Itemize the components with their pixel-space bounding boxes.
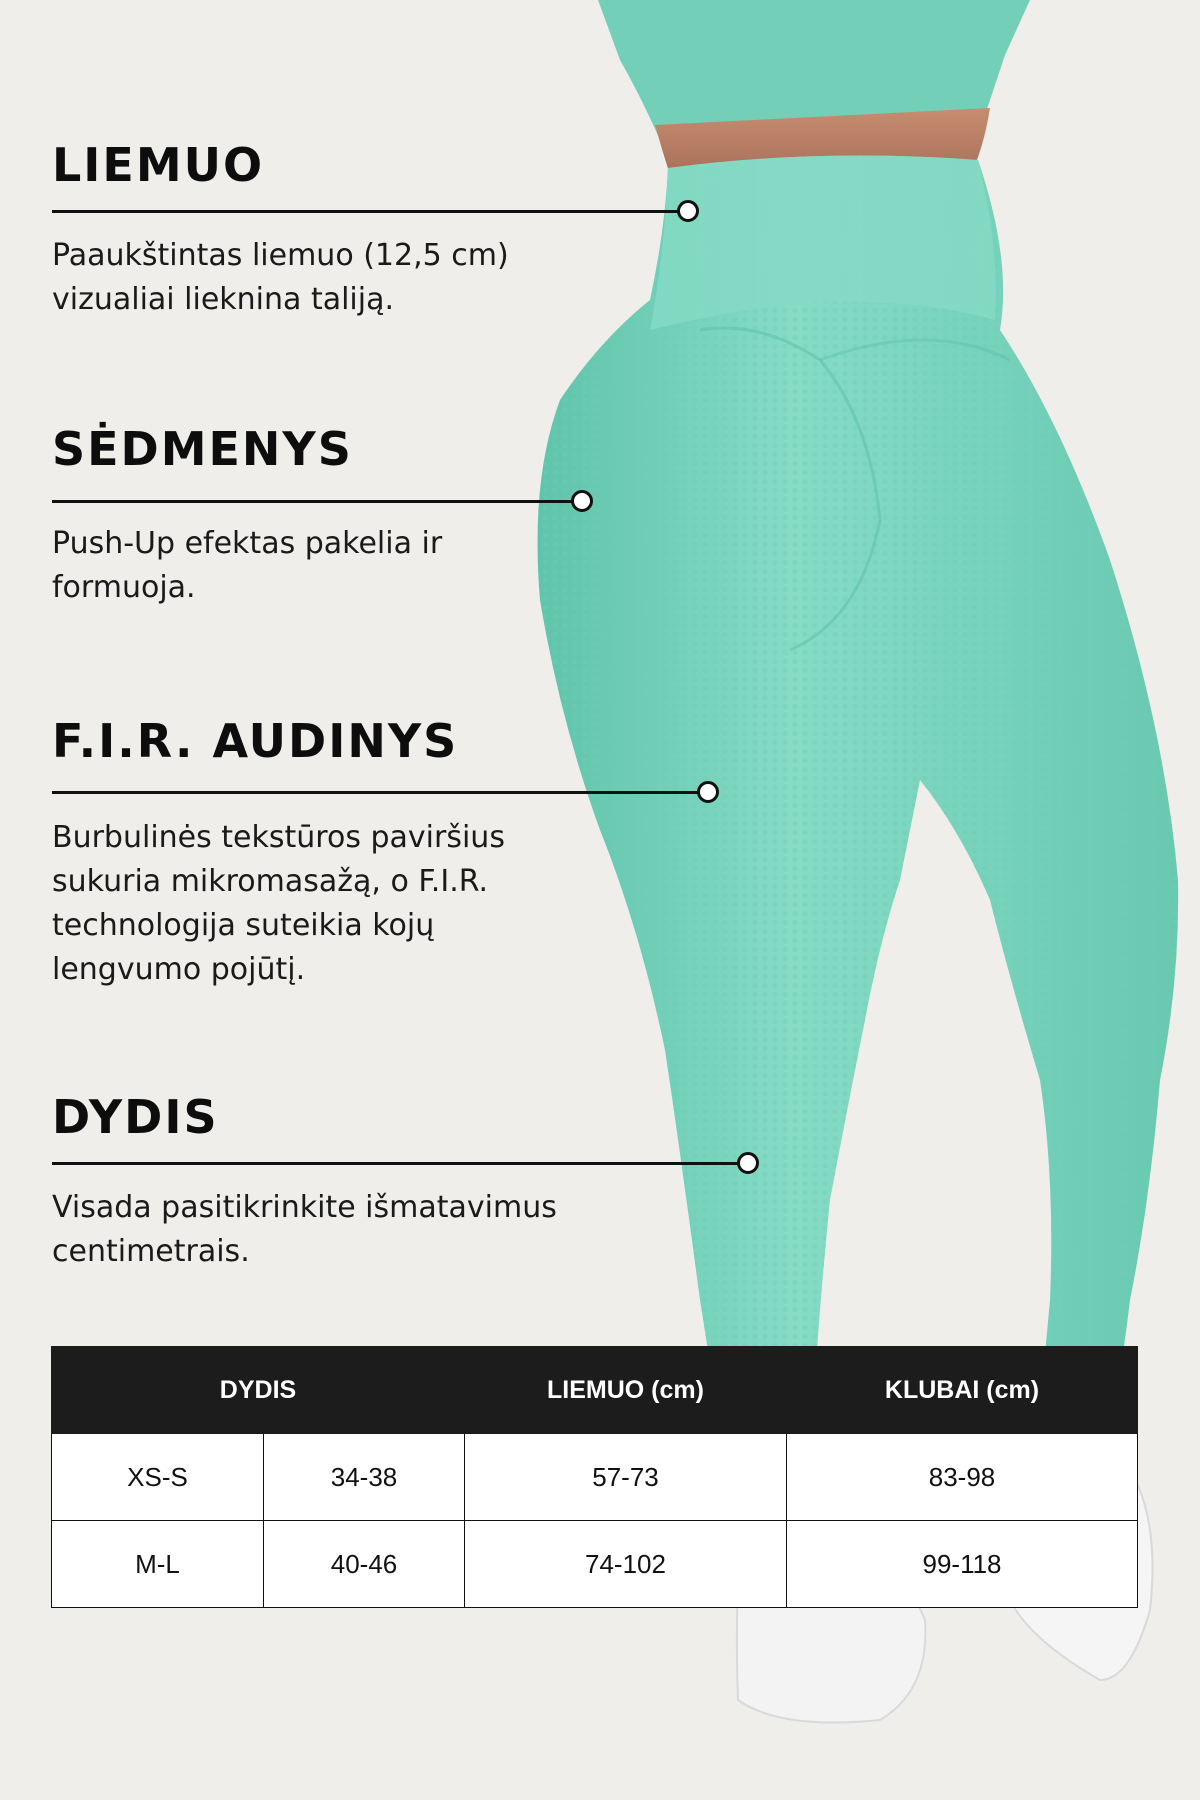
callout-line-glutes xyxy=(52,500,572,503)
section-text-line: formuoja. xyxy=(52,570,196,605)
table-cell: 57-73 xyxy=(465,1434,787,1521)
section-text-line: Push-Up efektas pakelia ir xyxy=(52,526,443,561)
section-text-waist xyxy=(52,234,612,322)
callout-dot-size xyxy=(737,1152,759,1174)
section-text-line: Burbulinės tekstūros paviršius xyxy=(52,820,505,855)
callout-line-waist xyxy=(52,210,680,213)
section-text-line: technologija suteikia kojų xyxy=(52,908,435,943)
table-cell: 74-102 xyxy=(465,1521,787,1608)
section-text-fabric xyxy=(52,816,612,992)
section-title-glutes: SĖDMENYS xyxy=(52,422,353,476)
callout-line-fabric xyxy=(52,791,698,794)
section-text-line: Paaukštintas liemuo (12,5 cm) xyxy=(52,238,509,273)
section-text-line: centimetrais. xyxy=(52,1234,250,1269)
section-text-size xyxy=(52,1186,692,1274)
table-row xyxy=(52,1434,1138,1521)
section-title-waist: LIEMUO xyxy=(52,138,265,192)
table-header-row xyxy=(52,1347,1138,1434)
section-text-line: lengvumo pojūtį. xyxy=(52,952,306,987)
column-header: KLUBAI (cm) xyxy=(787,1347,1138,1434)
callout-dot-fabric xyxy=(697,781,719,803)
callout-line-size xyxy=(52,1162,740,1165)
table-cell: 99-118 xyxy=(787,1521,1138,1608)
column-header: DYDIS xyxy=(52,1347,465,1434)
section-text-line: sukuria mikromasažą, o F.I.R. xyxy=(52,864,489,899)
section-title-fabric: F.I.R. AUDINYS xyxy=(52,714,459,768)
table-cell: 40-46 xyxy=(264,1521,465,1608)
section-text-line: vizualiai lieknina taliją. xyxy=(52,282,395,317)
section-text-glutes xyxy=(52,522,612,610)
table-cell: 34-38 xyxy=(264,1434,465,1521)
section-title-size: DYDIS xyxy=(52,1090,219,1144)
section-text-line: Visada pasitikrinkite išmatavimus xyxy=(52,1190,557,1225)
table-cell: 83-98 xyxy=(787,1434,1138,1521)
table-cell: M-L xyxy=(52,1521,264,1608)
size-table xyxy=(51,1346,1138,1608)
table-row xyxy=(52,1521,1138,1608)
table-cell: XS-S xyxy=(52,1434,264,1521)
callout-dot-waist xyxy=(677,200,699,222)
column-header: LIEMUO (cm) xyxy=(465,1347,787,1434)
callout-dot-glutes xyxy=(571,490,593,512)
